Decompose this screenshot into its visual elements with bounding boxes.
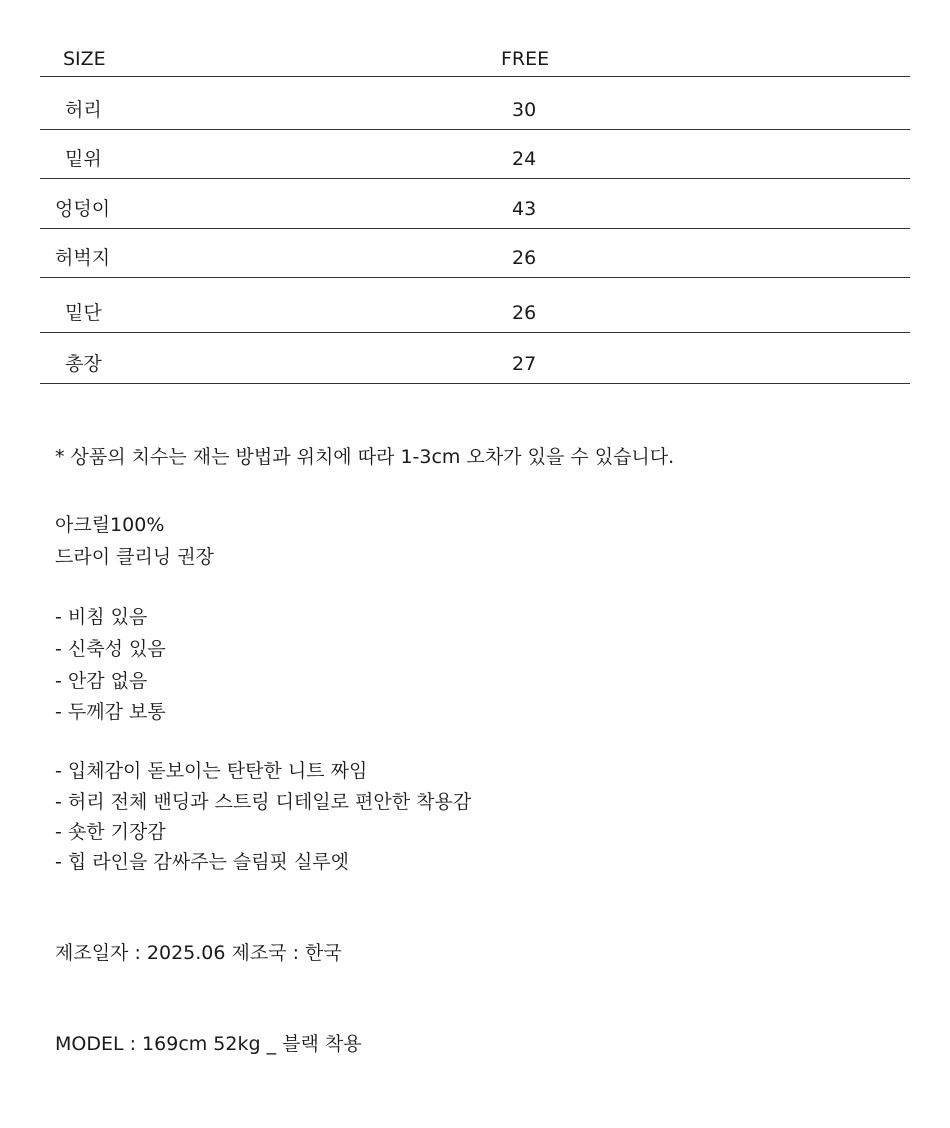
row-value: 30 <box>512 99 537 121</box>
table-row <box>40 179 910 229</box>
feature-item: - 힙 라인을 감싸주는 슬림핏 실루엣 <box>55 851 350 873</box>
care-instruction: 드라이 클리닝 권장 <box>55 546 214 568</box>
row-value: 26 <box>512 302 537 324</box>
row-label: 밑위 <box>65 148 102 170</box>
table-row <box>40 77 910 130</box>
row-label: 밑단 <box>65 302 102 324</box>
size-notice: * 상품의 치수는 재는 방법과 위치에 따라 1-3cm 오차가 있을 수 있습니다. <box>55 446 675 468</box>
fabric-composition: 아크릴100% <box>55 514 165 536</box>
row-value: 26 <box>512 247 537 269</box>
row-value: 43 <box>512 198 537 220</box>
manufacture-info: 제조일자 : 2025.06 제조국 : 한국 <box>55 942 342 964</box>
feature-item: - 숏한 기장감 <box>55 821 166 843</box>
table-row <box>40 333 910 384</box>
row-label: 엉덩이 <box>55 198 111 220</box>
free-header-label: FREE <box>501 48 550 70</box>
table-row <box>40 278 910 333</box>
property-item: - 안감 없음 <box>55 670 148 692</box>
row-value: 24 <box>512 148 537 170</box>
row-value: 27 <box>512 353 537 375</box>
feature-item: - 허리 전체 밴딩과 스트링 디테일로 편안한 착용감 <box>55 791 472 813</box>
row-label: 총장 <box>65 353 102 375</box>
feature-item: - 입체감이 돋보이는 탄탄한 니트 짜임 <box>55 760 368 782</box>
table-row <box>40 229 910 278</box>
table-row <box>40 130 910 179</box>
row-label: 허벅지 <box>55 247 111 269</box>
size-header-label: SIZE <box>63 48 106 70</box>
size-table <box>40 40 910 384</box>
property-item: - 신축성 있음 <box>55 638 166 660</box>
property-item: - 비침 있음 <box>55 606 148 628</box>
model-info: MODEL : 169cm 52kg _ 블랙 착용 <box>55 1033 362 1055</box>
property-item: - 두께감 보통 <box>55 701 166 723</box>
table-header-row <box>40 40 910 77</box>
row-label: 허리 <box>65 99 102 121</box>
